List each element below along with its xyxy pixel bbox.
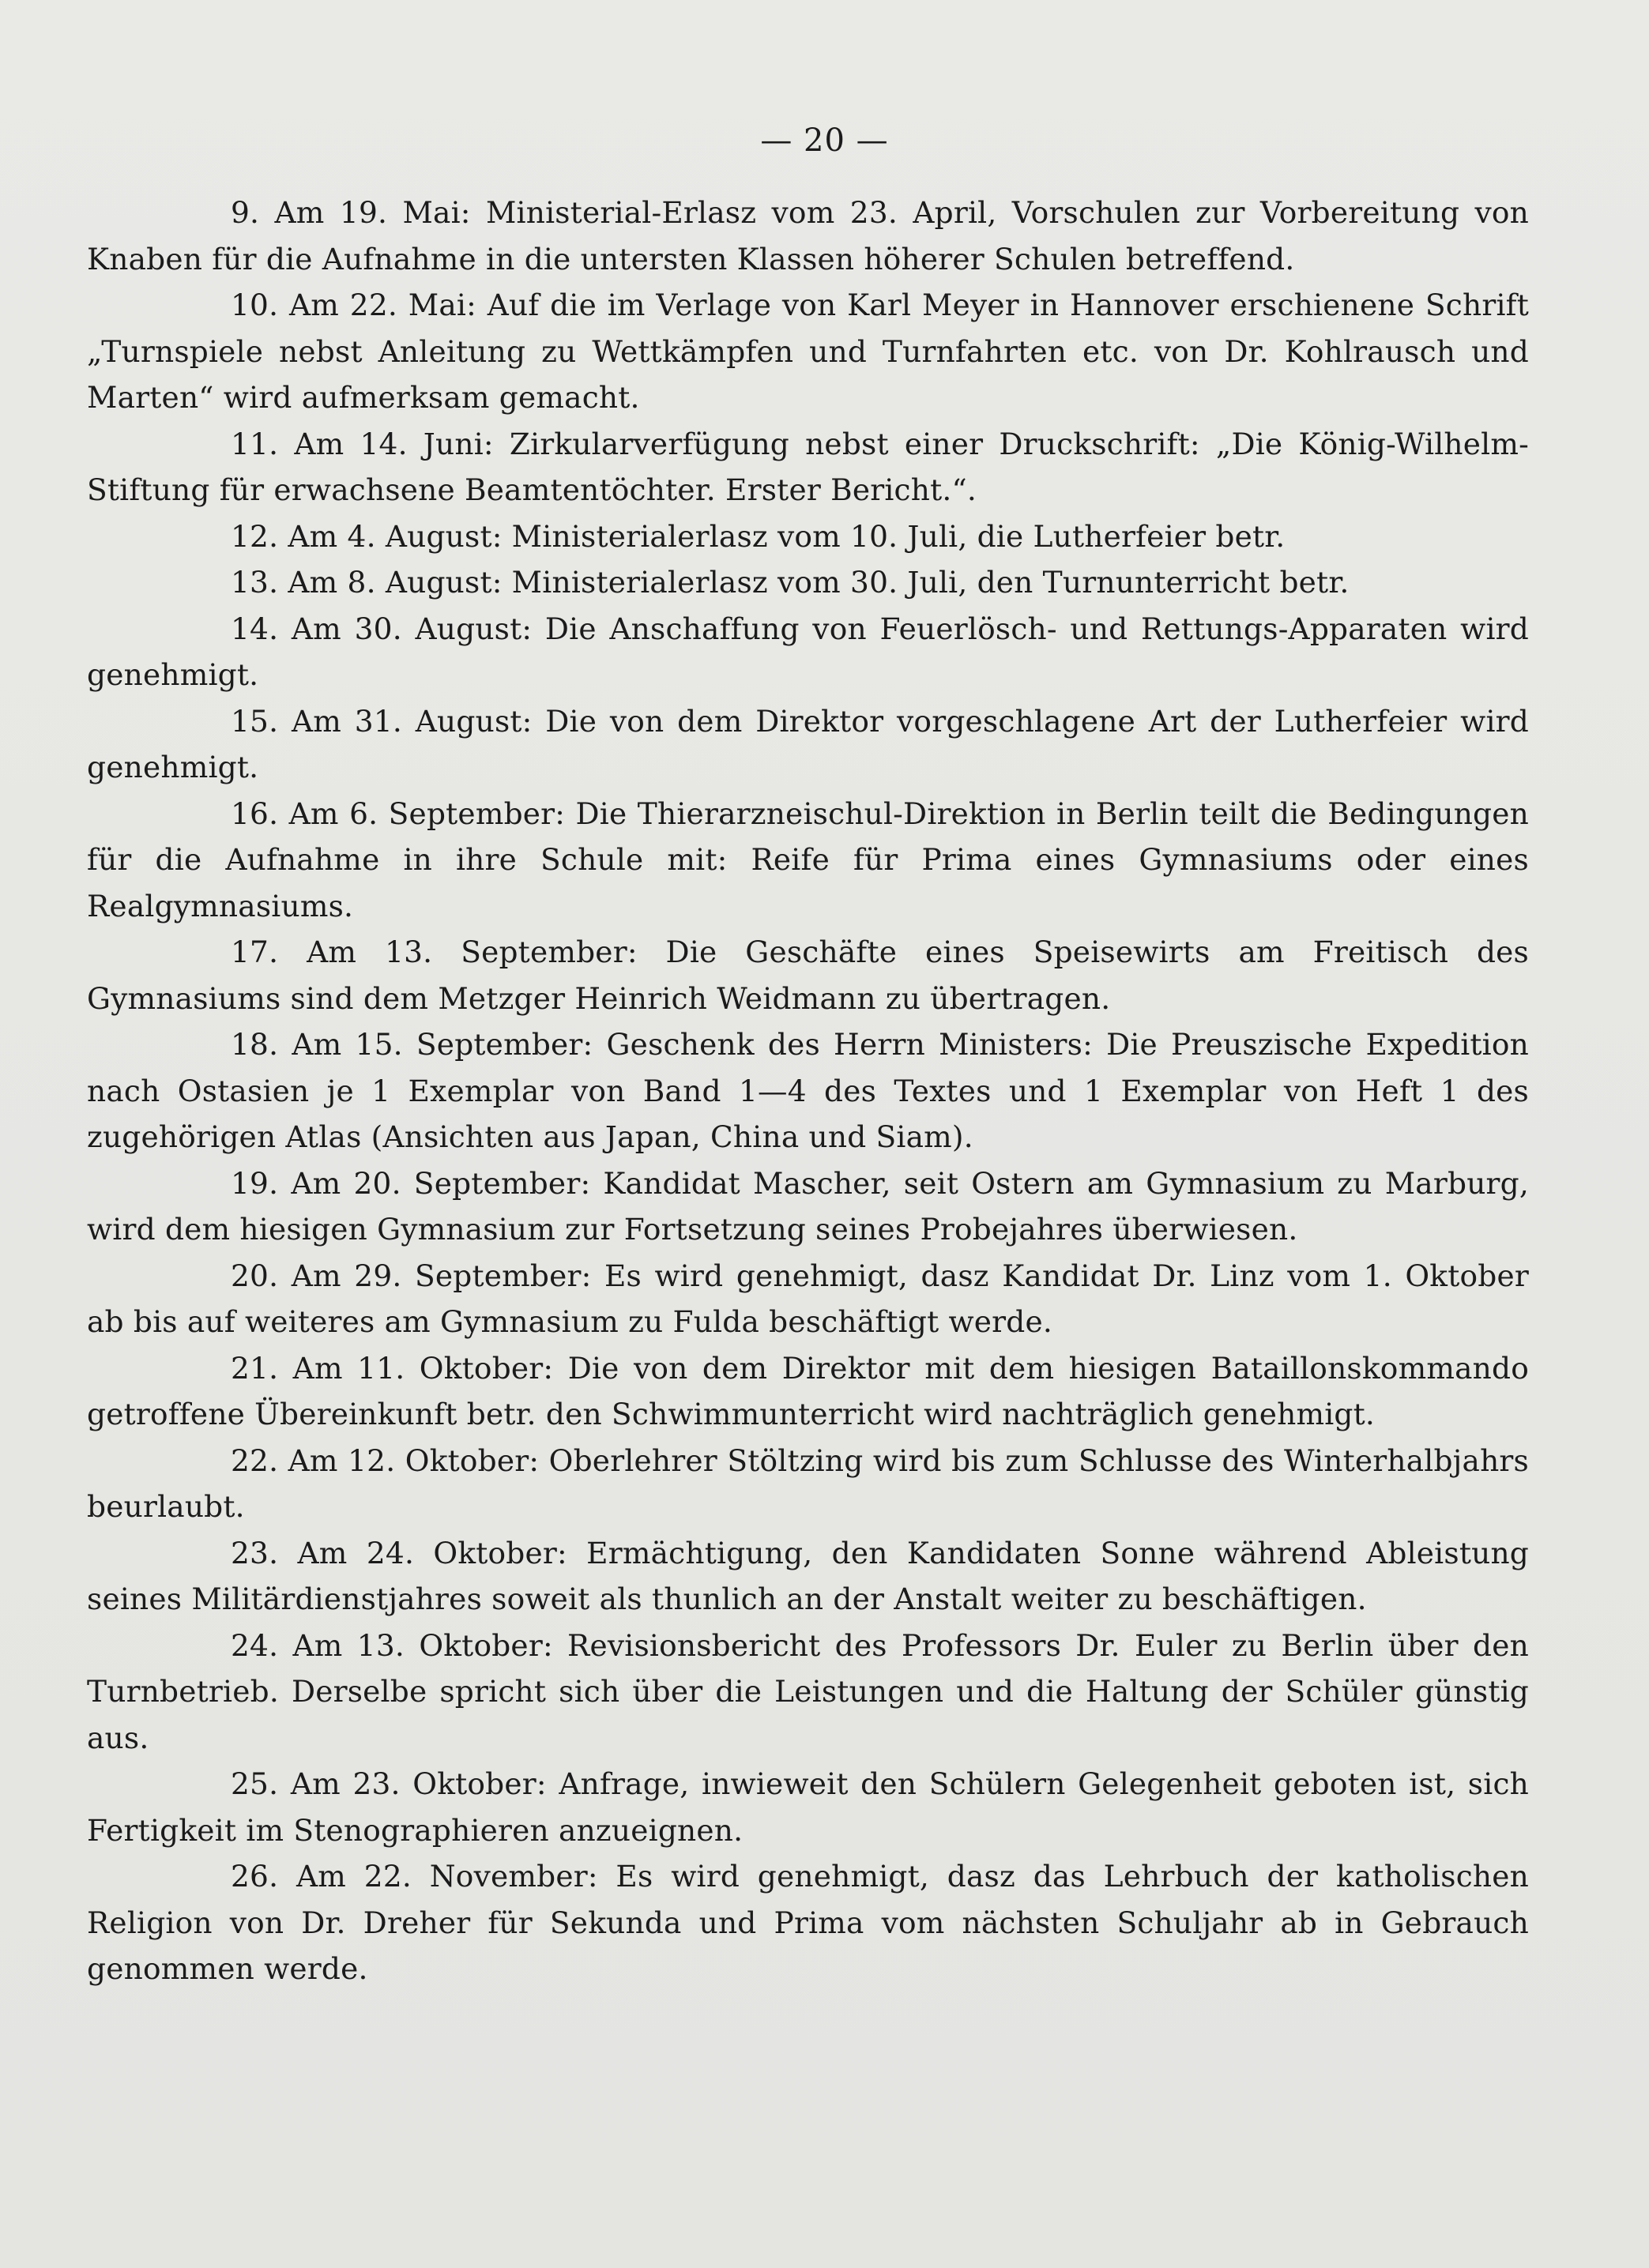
entry-21: 21. Am 11. Oktober: Die von dem Direktor mit dem hiesigen Bataillonskommando getroffene Übereinkunft betr. den Schwimmunterricht wird nachträglich genehmigt. xyxy=(87,1350,1529,1431)
entry-18: 18. Am 15. September: Geschenk des Herrn Ministers: Die Preuszische Expedition nach Ostasien je 1 Exemplar von Band 1—4 des Textes und 1 Exemplar von Heft 1 des zugehörigen Atlas (Ansichten aus Japan, China und Siam). xyxy=(87,1027,1529,1154)
entry-15: 15. Am 31. August: Die von dem Direktor vorgeschlagene Art der Lutherfeier wird genehmigt. xyxy=(87,703,1529,784)
entry-25: 25. Am 23. Oktober: Anfrage, inwieweit den Schülern Gelegenheit geboten ist, sich Fertigkeit im Stenographieren anzueignen. xyxy=(87,1766,1529,1848)
entry-17: 17. Am 13. September: Die Geschäfte eines Speisewirts am Freitisch des Gymnasiums sind dem Metzger Heinrich Weidmann zu übertragen. xyxy=(87,935,1529,1016)
entry-20: 20. Am 29. September: Es wird genehmigt, dasz Kandidat Dr. Linz vom 1. Oktober ab bis auf weiteres am Gymnasium zu Fulda beschäftigt werde. xyxy=(87,1258,1529,1339)
entry-12: 12. Am 4. August: Ministerialerlasz vom 10. Juli, die Lutherfeier betr. xyxy=(231,518,1286,554)
entry-22: 22. Am 12. Oktober: Oberlehrer Stöltzing wird bis zum Schlusse des Winterhalbjahrs beurlaubt. xyxy=(87,1442,1529,1524)
entry-9: 9. Am 19. Mai: Ministerial-Erlasz vom 23. April, Vorschulen zur Vorbereitung von Knaben für die Aufnahme in die untersten Klassen höherer Schulen betreffend. xyxy=(87,195,1529,276)
page-number: — 20 — xyxy=(760,122,889,159)
entry-list xyxy=(87,190,1529,1992)
entry-13: 13. Am 8. August: Ministerialerlasz vom 30. Juli, den Turnunterricht betr. xyxy=(231,565,1350,600)
entry-10: 10. Am 22. Mai: Auf die im Verlage von Karl Meyer in Hannover erschienene Schrift „Turnspiele nebst Anleitung zu Wettkämpfen und Turnfahrten etc. von Dr. Kohlrausch und Marten“ wird aufmerksam gemacht. xyxy=(87,288,1529,415)
entry-14: 14. Am 30. August: Die Anschaffung von Feuerlösch- und Rettungs-Apparaten wird genehmigt. xyxy=(87,611,1529,692)
entry-19: 19. Am 20. September: Kandidat Mascher, seit Ostern am Gymnasium zu Marburg, wird dem hiesigen Gymnasium zur Fortsetzung seines Probejahres überwiesen. xyxy=(87,1165,1529,1247)
entry-16: 16. Am 6. September: Die Thierarzneischul-Direktion in Berlin teilt die Bedingungen für die Aufnahme in ihre Schule mit: Reife für Prima eines Gymnasiums oder eines Realgymnasiums. xyxy=(87,795,1529,923)
entry-23: 23. Am 24. Oktober: Ermächtigung, den Kandidaten Sonne während Ableistung seines Militärdienstjahres soweit als thunlich an der Anstalt weiter zu beschäftigen. xyxy=(87,1535,1529,1616)
entry-24: 24. Am 13. Oktober: Revisionsbericht des Professors Dr. Euler zu Berlin über den Turnbetrieb. Derselbe spricht sich über die Leistungen und die Haltung der Schüler günstig aus. xyxy=(87,1627,1529,1755)
entry-11: 11. Am 14. Juni: Zirkularverfügung nebst einer Druckschrift: „Die König-Wilhelm-Stiftung für erwachsene Beamtentöchter. Erster Bericht.“. xyxy=(87,426,1529,507)
entry-26: 26. Am 22. November: Es wird genehmigt, dasz das Lehrbuch der katholischen Religion von Dr. Dreher für Sekunda und Prima vom nächsten Schuljahr ab in Gebrauch genommen werde. xyxy=(87,1859,1529,1986)
